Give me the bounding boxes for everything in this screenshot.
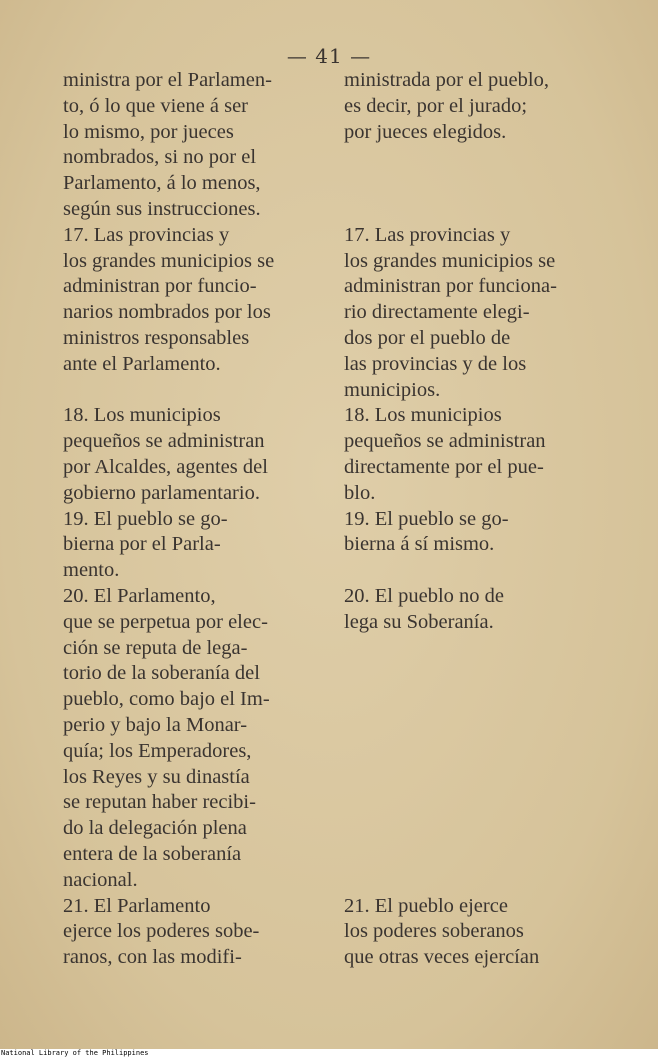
text-line: administran por funciona- <box>344 275 557 298</box>
text-line: 21. El pueblo ejerce <box>344 894 508 917</box>
blank-line <box>344 197 606 223</box>
text-line: 17. Las provincias y <box>63 223 230 246</box>
blank-line <box>344 790 606 816</box>
text-line: mento. <box>63 559 120 582</box>
footer-credit: National Library of the Philippines <box>1 1049 149 1057</box>
text-line: 20. El pueblo no de <box>344 584 504 607</box>
text-line: 17. Las provincias y <box>344 223 511 246</box>
text-line: las provincias y de los <box>344 352 527 375</box>
text-line: que se perpetua por elec- <box>63 610 268 633</box>
text-line: los grandes municipios se <box>63 249 275 272</box>
text-line: por jueces elegidos. <box>344 120 507 143</box>
text-line: lo mismo, por jueces <box>63 120 234 143</box>
text-line: 18. Los municipios <box>63 404 221 427</box>
text-line: según sus instrucciones. <box>63 197 261 220</box>
text-line: ministrada por el pueblo, <box>344 69 549 91</box>
text-line: bierna por el Parla- <box>63 533 221 556</box>
text-line: ejerce los poderes sobe- <box>63 920 260 943</box>
blank-line <box>344 816 606 842</box>
text-line: los grandes municipios se <box>344 249 556 272</box>
text-line: narios nombrados por los <box>63 301 271 324</box>
blank-line <box>344 687 606 713</box>
text-line: administran por funcio- <box>63 275 257 298</box>
footer-bar <box>0 1049 658 1058</box>
text-line: 19. El pueblo se go- <box>63 507 228 530</box>
text-line: torio de la soberanía del <box>63 662 260 685</box>
text-line: to, ó lo que viene á ser <box>63 94 249 117</box>
text-line: ministra por el Parlamen- <box>63 69 272 91</box>
text-line: ranos, con las modifi- <box>63 946 242 969</box>
blank-line <box>344 842 606 868</box>
text-line: lega su Soberanía. <box>344 610 494 633</box>
text-line: directamente por el pue- <box>344 455 544 478</box>
text-line: 21. El Parlamento <box>63 894 211 917</box>
right-column <box>344 68 606 971</box>
page-number: — 41 — <box>286 44 372 68</box>
text-line: los poderes soberanos <box>344 920 524 943</box>
blank-line <box>344 171 606 197</box>
blank-line <box>344 145 606 171</box>
blank-line <box>63 378 325 404</box>
blank-line <box>344 868 606 894</box>
text-line: rio directamente elegi- <box>344 301 530 324</box>
text-line: que otras veces ejercían <box>344 946 540 969</box>
text-line: se reputan haber recibi- <box>63 791 256 814</box>
text-line: pequeños se administran <box>344 430 546 453</box>
text-line: nombrados, si no por el <box>63 146 257 169</box>
text-line: los Reyes y su dinastía <box>63 765 250 788</box>
text-line: nacional. <box>63 868 138 891</box>
text-line: por Alcaldes, agentes del <box>63 455 268 478</box>
text-line: perio y bajo la Monar- <box>63 713 248 736</box>
text-line: es decir, por el jurado; <box>344 94 528 117</box>
text-line: do la delegación plena <box>63 817 247 840</box>
text-line: quía; los Emperadores, <box>63 739 252 762</box>
text-line: pueblo, como bajo el Im- <box>63 688 270 711</box>
text-line: gobierno parlamentario. <box>63 481 260 504</box>
blank-line <box>344 661 606 687</box>
blank-line <box>344 765 606 791</box>
text-line: bierna á sí mismo. <box>344 533 495 556</box>
text-line: Parlamento, á lo menos, <box>63 172 261 195</box>
text-line: ción se reputa de lega- <box>63 636 248 659</box>
text-line: municipios. <box>344 378 441 401</box>
text-line: 20. El Parlamento, <box>63 584 216 607</box>
text-line: pequeños se administran <box>63 430 265 453</box>
text-line: entera de la soberanía <box>63 842 242 865</box>
left-column <box>63 68 325 971</box>
blank-line <box>344 713 606 739</box>
text-line: blo. <box>344 481 376 504</box>
text-line: ante el Parlamento. <box>63 352 221 375</box>
text-line: 19. El pueblo se go- <box>344 507 509 530</box>
text-line: 18. Los municipios <box>344 404 502 427</box>
text-line: dos por el pueblo de <box>344 326 511 349</box>
blank-line <box>344 558 606 584</box>
blank-line <box>344 739 606 765</box>
text-line: ministros responsables <box>63 326 250 349</box>
blank-line <box>344 636 606 662</box>
